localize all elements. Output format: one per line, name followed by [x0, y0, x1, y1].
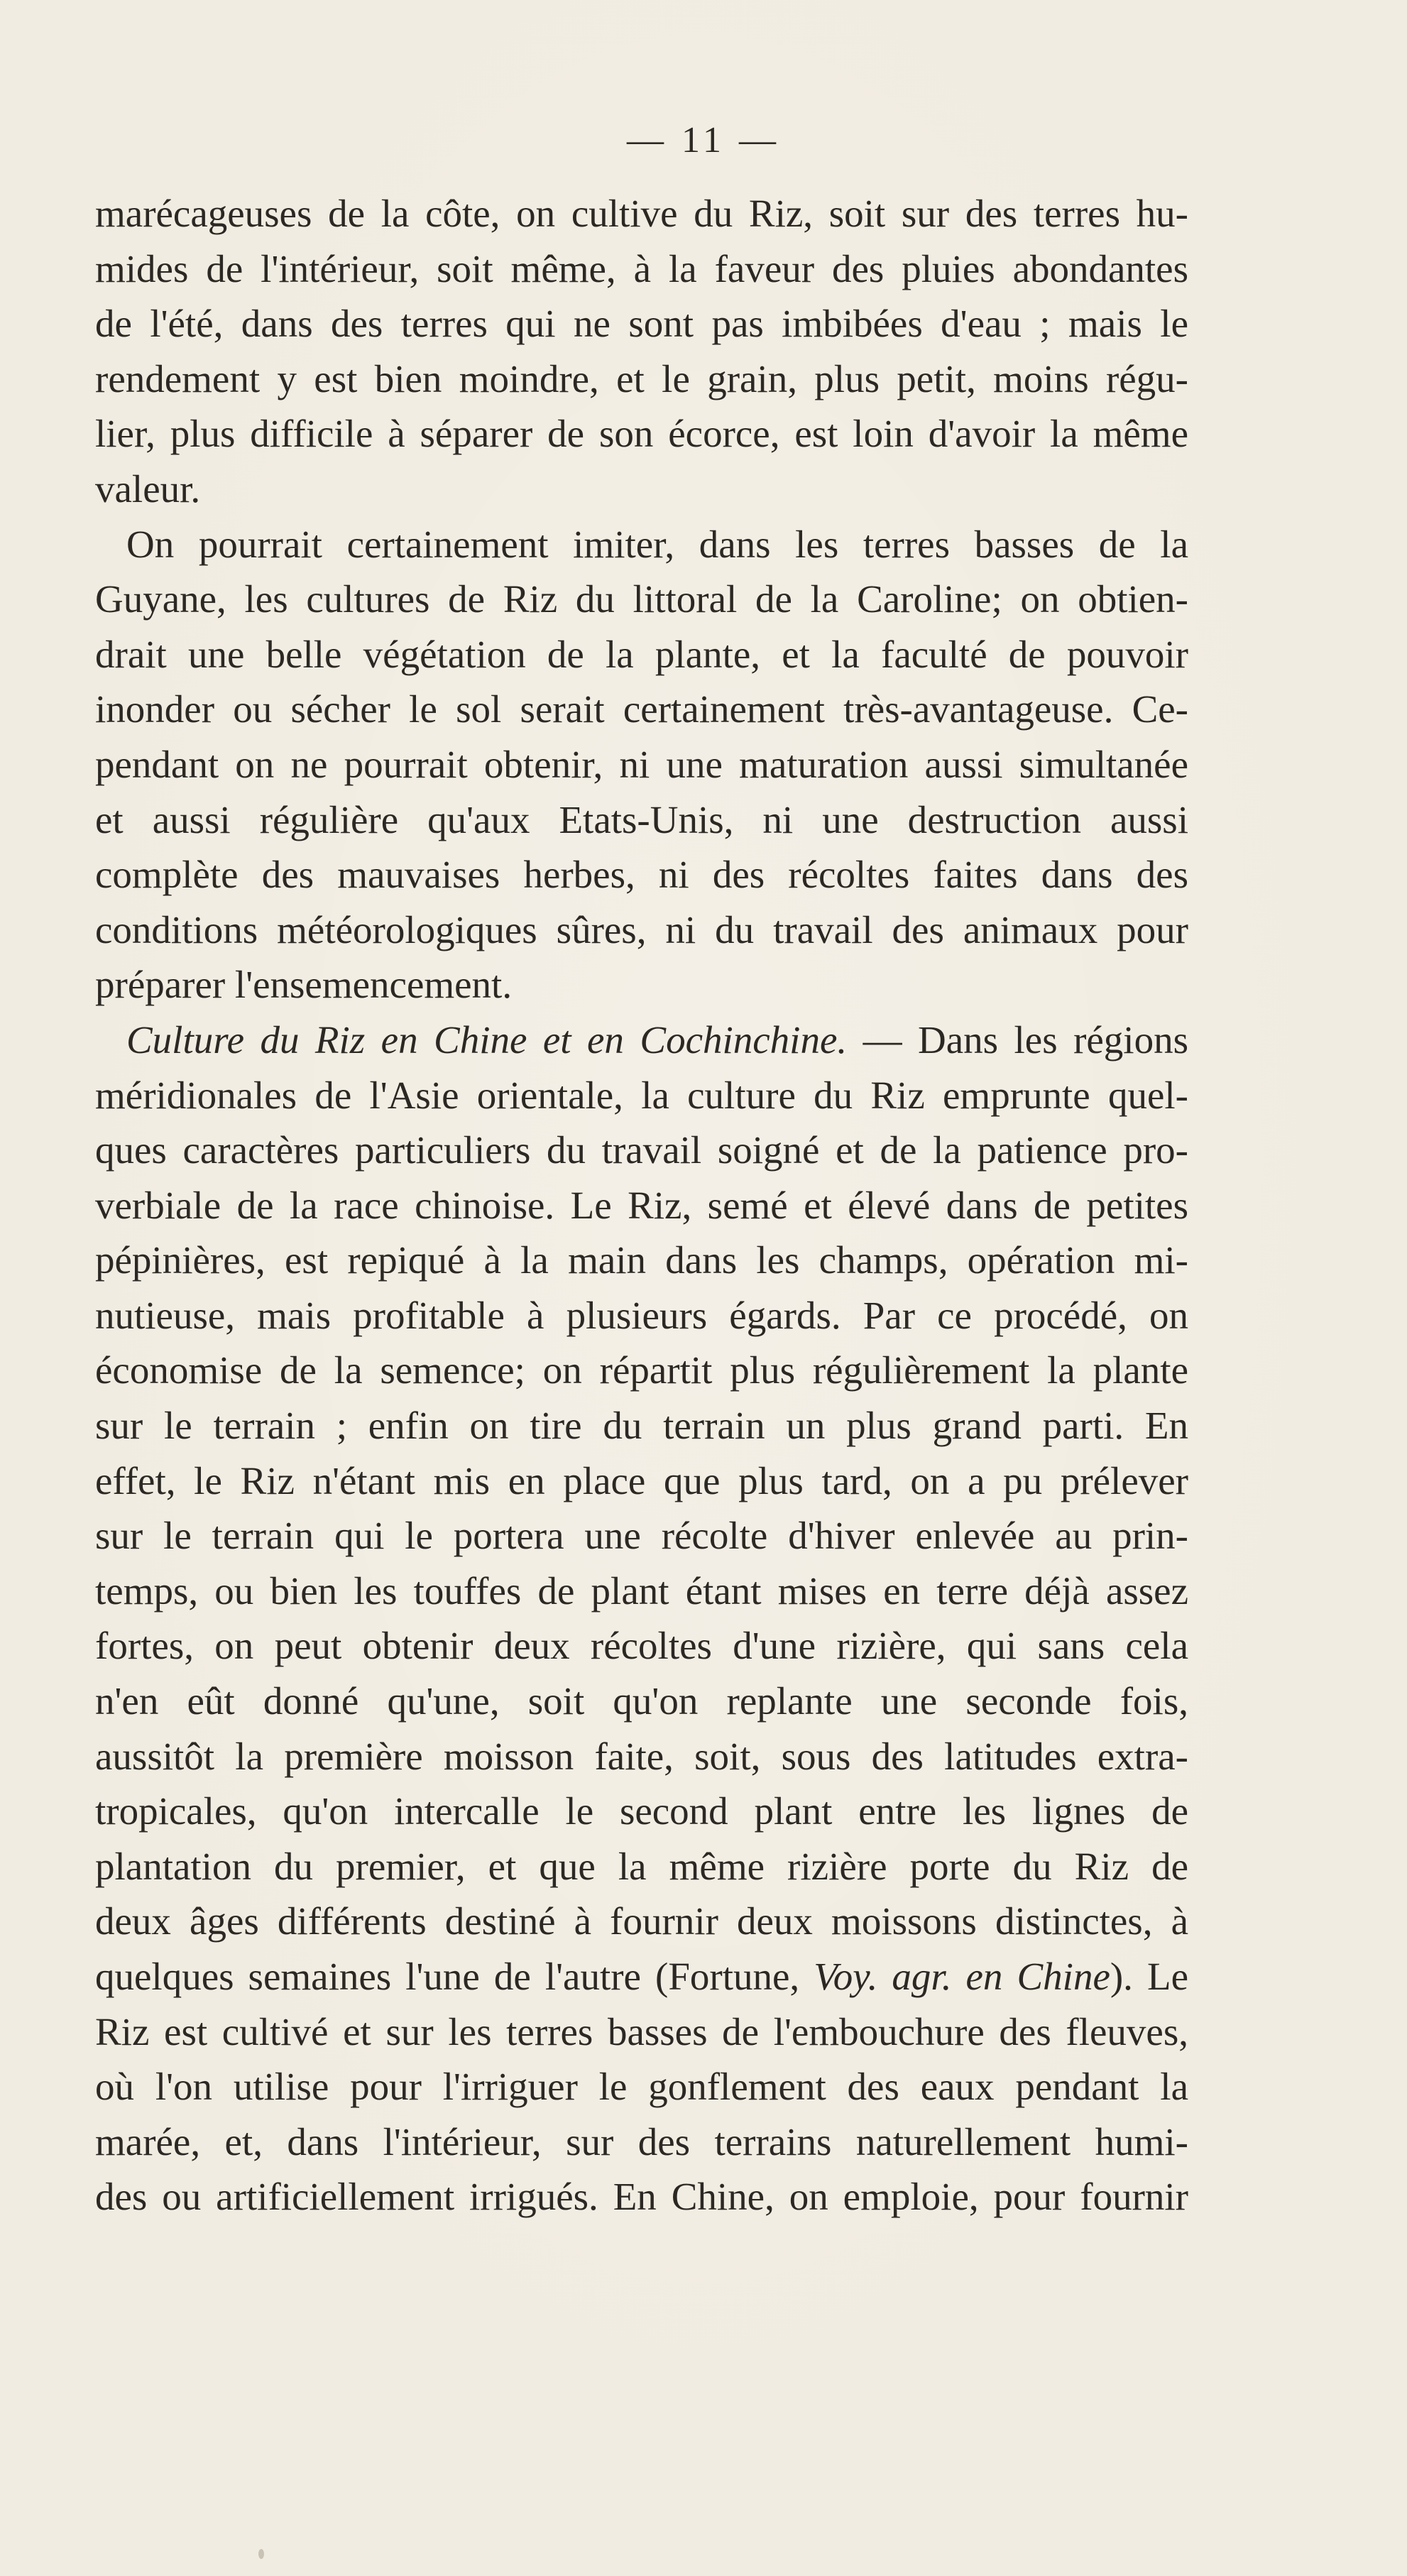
text-line: verbiale de la race chinoise. Le Riz, semé et élevé dans de petites	[95, 1183, 1188, 1227]
text-line: sur le terrain qui le portera une récolte d'hiver enlevée au prin-	[95, 1514, 1188, 1558]
text-line: pépinières, est repiqué à la main dans les champs, opération mi-	[95, 1238, 1188, 1282]
text-line: pendant on ne pourrait obtenir, ni une maturation aussi simultanée	[95, 742, 1188, 786]
text-line: fortes, on peut obtenir deux récoltes d'une rizière, qui sans cela	[95, 1624, 1188, 1668]
text-run: — Dans les régions	[847, 1017, 1188, 1061]
text-line: aussitôt la première moisson faite, soit, sous des latitudes extra-	[95, 1734, 1188, 1778]
text-line: où l'on utilise pour l'irriguer le gonflement des eaux pendant la	[95, 2065, 1188, 2109]
text-run: quelques semaines l'une de l'autre (Fortune,	[95, 1955, 814, 1998]
text-line: effet, le Riz n'étant mis en place que plus tard, on a pu prélever	[95, 1458, 1188, 1502]
text-line: rendement y est bien moindre, et le grain, plus petit, moins régu-	[95, 356, 1188, 400]
text-line: drait une belle végétation de la plante, et la faculté de pouvoir	[95, 632, 1188, 676]
text-line: tropicales, qu'on intercalle le second plant entre les lignes de	[95, 1789, 1188, 1833]
text-line: complète des mauvaises herbes, ni des récoltes faites dans des	[95, 853, 1188, 897]
text-line-with-italic-reference	[95, 1949, 1188, 2004]
text-line: plantation du premier, et que la même rizière porte du Riz de	[95, 1844, 1188, 1888]
text-line: Riz est cultivé et sur les terres basses de l'embouchure des fleuves,	[95, 2009, 1188, 2053]
text-line: Guyane, les cultures de Riz du littoral de la Caroline; on obtien-	[95, 577, 1188, 621]
text-line: méridionales de l'Asie orientale, la culture du Riz emprunte quel-	[95, 1073, 1188, 1117]
text-line: ques caractères particuliers du travail soigné et de la patience pro-	[95, 1128, 1188, 1172]
text-line: préparer l'ensemencement.	[95, 963, 513, 1007]
text-line: et aussi régulière qu'aux Etats-Unis, ni une destruction aussi	[95, 797, 1188, 841]
text-line: sur le terrain ; enfin on tire du terrain un plus grand parti. En	[95, 1404, 1188, 1448]
text-line: n'en eût donné qu'une, soit qu'on replante une seconde fois,	[95, 1679, 1188, 1723]
text-line: deux âges différents destiné à fournir deux moissons distinctes, à	[95, 1899, 1188, 1943]
text-line: inonder ou sécher le sol serait certainement très-avantageuse. Ce-	[95, 687, 1188, 731]
text-run: ). Le	[1110, 1955, 1188, 1998]
paper-speck	[258, 2549, 264, 2559]
text-line: nutieuse, mais profitable à plusieurs égards. Par ce procédé, on	[95, 1293, 1188, 1337]
text-line: On pourrait certainement imiter, dans les terres basses de la	[126, 522, 1188, 566]
text-line: mides de l'intérieur, soit même, à la faveur des pluies abondantes	[95, 246, 1188, 290]
text-line: marécageuses de la côte, on cultive du Riz, soit sur des terres hu-	[95, 192, 1188, 235]
text-line: temps, ou bien les touffes de plant étant mises en terre déjà assez	[95, 1568, 1188, 1612]
section-heading-italic: Culture du Riz en Chine et en Cochinchine.	[126, 1017, 848, 1061]
text-line: lier, plus difficile à séparer de son écorce, est loin d'avoir la même	[95, 412, 1188, 456]
text-line: des ou artificiellement irrigués. En Chine, on emploie, pour fournir	[95, 2175, 1188, 2219]
citation-italic: Voy. agr. en Chine	[814, 1955, 1110, 1998]
body-text	[95, 186, 1188, 2225]
text-line: conditions météorologiques sûres, ni du travail des animaux pour	[95, 907, 1188, 951]
page-number: — 11 —	[626, 120, 781, 160]
text-line: valeur.	[95, 466, 201, 511]
text-line-with-italic-heading	[95, 1013, 1188, 1068]
text-line: marée, et, dans l'intérieur, sur des terrains naturellement humi-	[95, 2119, 1188, 2163]
text-line: économise de la semence; on répartit plus régulièrement la plante	[95, 1348, 1188, 1392]
text-line: de l'été, dans des terres qui ne sont pas imbibées d'eau ; mais le	[95, 302, 1188, 346]
